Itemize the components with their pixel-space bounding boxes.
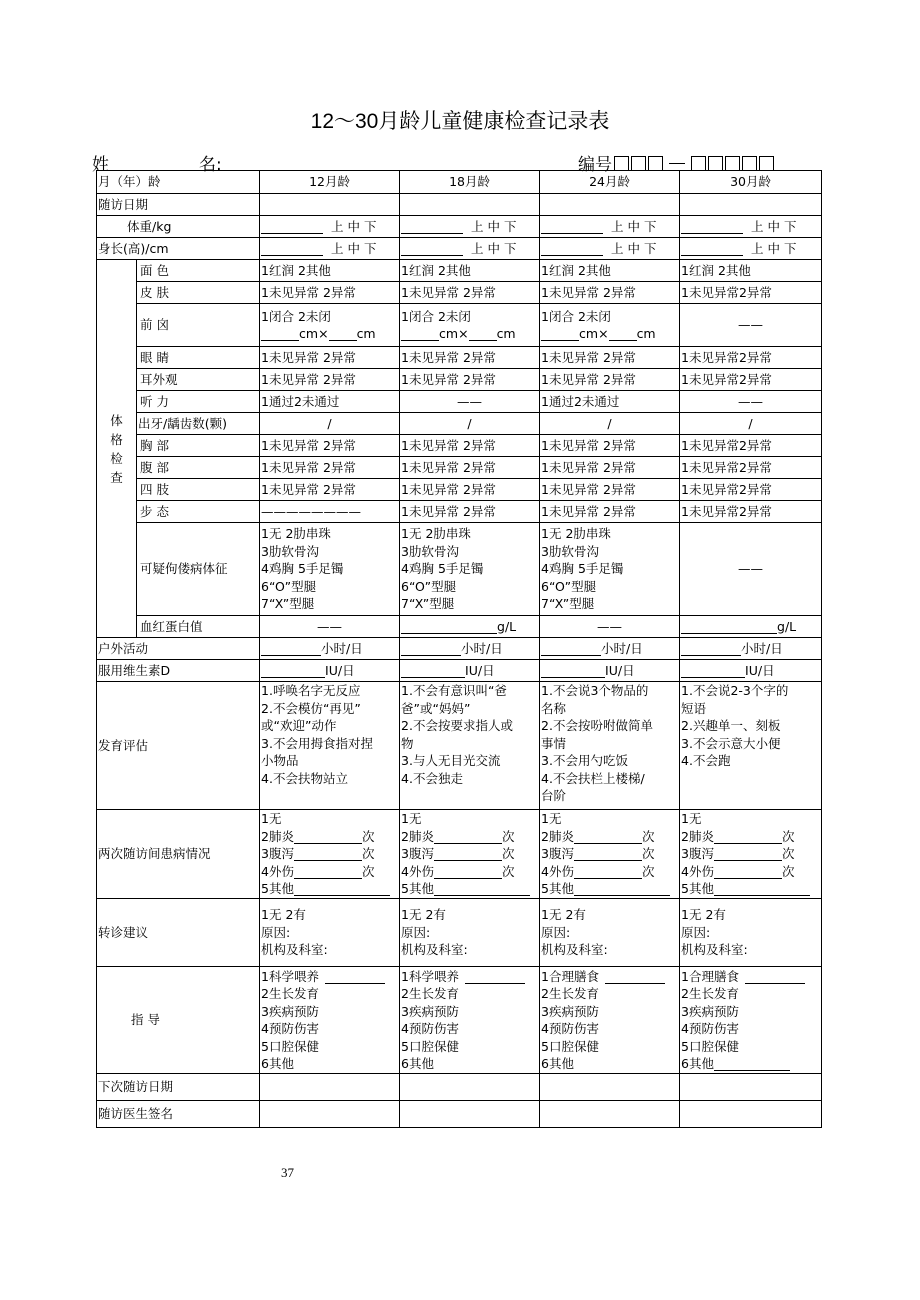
col-header-18: 18月龄 [400, 171, 540, 194]
illness-cell[interactable]: 1无 2肺炎 次 3腹泻 次 4外伤 次 5其他 [680, 810, 822, 899]
outdoor-cell[interactable]: 小时/日 [540, 638, 680, 660]
table-row [97, 391, 822, 413]
table-row [97, 660, 822, 682]
teeth-cell[interactable]: / [260, 413, 400, 435]
referral-cell[interactable]: 1无 2有 原因: 机构及科室: [540, 899, 680, 967]
gait-cell[interactable]: ———————— [260, 501, 400, 523]
hemoglobin-cell[interactable]: g/L [400, 616, 540, 638]
next-visit-label: 下次随访日期 [97, 1074, 260, 1101]
gait-cell[interactable]: 1未见异常 2异常 [400, 501, 540, 523]
table-row [97, 457, 822, 479]
referral-cell[interactable]: 1无 2有 原因: 机构及科室: [400, 899, 540, 967]
health-record-table [96, 170, 822, 1128]
vitd-cell[interactable]: IU/日 [680, 660, 822, 682]
visit-date-input[interactable] [260, 194, 400, 216]
level-text: 上 中 下 [751, 218, 797, 234]
fontanelle-cell[interactable]: 1闭合 2未闭 cm× cm [260, 304, 400, 347]
abdomen-cell[interactable]: 1未见异常2异常 [680, 457, 822, 479]
development-cell[interactable]: 1.不会有意识叫“爸 爸”或“妈妈” 2.不会按要求指人或 物 3.与人无目光交流 4.不会独走 [400, 682, 540, 810]
rickets-cell[interactable]: 1无 2肋串珠 3肋软骨沟 4鸡胸 5手足镯 6“O”型腿 7“X”型腿 [260, 523, 400, 616]
complexion-cell[interactable]: 1红润 2其他 [260, 260, 400, 282]
rickets-cell[interactable]: 1无 2肋串珠 3肋软骨沟 4鸡胸 5手足镯 6“O”型腿 7“X”型腿 [540, 523, 680, 616]
code-box[interactable] [631, 156, 646, 171]
chest-cell[interactable]: 1未见异常 2异常 [540, 435, 680, 457]
fontanelle-cell[interactable]: 1闭合 2未闭 cm× cm [540, 304, 680, 347]
development-cell[interactable]: 1.呼唤名字无反应 2.不会模仿“再见” 或“欢迎”动作 3.不会用拇食指对捏 小物品 4.不会扶物站立 [260, 682, 400, 810]
next-visit-input[interactable] [400, 1074, 540, 1101]
code-box[interactable] [708, 156, 723, 171]
doctor-signature-input[interactable] [400, 1101, 540, 1128]
gait-cell[interactable]: 1未见异常2异常 [680, 501, 822, 523]
height-input[interactable] [680, 238, 822, 260]
doctor-signature-label: 随访医生签名 [97, 1101, 260, 1128]
weight-label: 体重/kg [97, 216, 260, 238]
development-cell[interactable]: 1.不会说3个物品的 名称 2.不会按吩咐做简单 事情 3.不会用勺吃饭 4.不会扶栏上楼梯/ 台阶 [540, 682, 680, 810]
skin-label: 皮 肤 [137, 282, 260, 304]
outdoor-cell[interactable]: 小时/日 [680, 638, 822, 660]
col-header-30: 30月龄 [680, 171, 822, 194]
eyes-cell[interactable]: 1未见异常 2异常 [540, 347, 680, 369]
next-visit-input[interactable] [260, 1074, 400, 1101]
chest-cell[interactable]: 1未见异常 2异常 [260, 435, 400, 457]
teeth-cell[interactable]: / [400, 413, 540, 435]
complexion-cell[interactable]: 1红润 2其他 [400, 260, 540, 282]
name-label-part1: 姓 [92, 155, 109, 175]
skin-cell[interactable]: 1未见异常 2异常 [540, 282, 680, 304]
fontanelle-label: 前 囟 [137, 304, 260, 347]
level-text: 上 中 下 [331, 218, 377, 234]
vitd-cell[interactable]: IU/日 [400, 660, 540, 682]
level-text: 上 中 下 [751, 240, 797, 256]
illness-cell[interactable]: 1无 2肺炎 次 3腹泻 次 4外伤 次 5其他 [540, 810, 680, 899]
ears-cell[interactable]: 1未见异常 2异常 [260, 369, 400, 391]
level-text: 上 中 下 [611, 218, 657, 234]
skin-cell[interactable]: 1未见异常 2异常 [400, 282, 540, 304]
vitd-label: 服用维生素D [97, 660, 260, 682]
hearing-cell[interactable]: 1通过2未通过 [540, 391, 680, 413]
code-box[interactable] [614, 156, 629, 171]
table-row [97, 682, 822, 810]
illness-cell[interactable]: 1无 2肺炎 次 3腹泻 次 4外伤 次 5其他 [260, 810, 400, 899]
skin-cell[interactable]: 1未见异常 2异常 [260, 282, 400, 304]
complexion-label: 面 色 [137, 260, 260, 282]
weight-input[interactable] [260, 216, 400, 238]
abdomen-label: 腹 部 [137, 457, 260, 479]
teeth-cell[interactable]: / [540, 413, 680, 435]
table-row [97, 479, 822, 501]
doctor-signature-input[interactable] [540, 1101, 680, 1128]
outdoor-cell[interactable]: 小时/日 [260, 638, 400, 660]
code-box[interactable] [691, 156, 706, 171]
next-visit-input[interactable] [540, 1074, 680, 1101]
code-label: 编号 [578, 155, 612, 175]
row-header-cell: 月（年）龄 [97, 171, 260, 194]
outdoor-cell[interactable]: 小时/日 [400, 638, 540, 660]
limbs-cell[interactable]: 1未见异常 2异常 [400, 479, 540, 501]
hearing-cell[interactable]: 1通过2未通过 [260, 391, 400, 413]
level-text: 上 中 下 [471, 218, 517, 234]
level-text: 上 中 下 [331, 240, 377, 256]
table-row [97, 967, 822, 1074]
table-row [97, 1101, 822, 1128]
gait-cell[interactable]: 1未见异常 2异常 [540, 501, 680, 523]
doctor-signature-input[interactable] [260, 1101, 400, 1128]
weight-input[interactable] [680, 216, 822, 238]
hemoglobin-cell[interactable]: g/L [680, 616, 822, 638]
code-box[interactable] [742, 156, 757, 171]
weight-input[interactable] [400, 216, 540, 238]
col-header-12: 12月龄 [260, 171, 400, 194]
table-row [97, 413, 822, 435]
hearing-cell[interactable]: —— [400, 391, 540, 413]
chest-cell[interactable]: 1未见异常2异常 [680, 435, 822, 457]
limbs-label: 四 肢 [137, 479, 260, 501]
referral-cell[interactable]: 1无 2有 原因: 机构及科室: [260, 899, 400, 967]
eyes-label: 眼 睛 [137, 347, 260, 369]
code-box[interactable] [648, 156, 663, 171]
table-row [97, 216, 822, 238]
ears-cell[interactable]: 1未见异常 2异常 [400, 369, 540, 391]
table-row [97, 501, 822, 523]
height-input[interactable] [540, 238, 680, 260]
table-header-row [97, 171, 822, 194]
gait-label: 步 态 [137, 501, 260, 523]
code-separator [669, 163, 685, 164]
table-row [97, 304, 822, 347]
hemoglobin-cell[interactable]: —— [260, 616, 400, 638]
guidance-label: 指 导 [97, 967, 260, 1074]
guidance-cell[interactable]: 1科学喂养 2生长发育 3疾病预防 4预防伤害 5口腔保健 6其他 [400, 967, 540, 1074]
page-number: 37 [281, 1165, 294, 1180]
table-row [97, 638, 822, 660]
complexion-cell[interactable]: 1红润 2其他 [540, 260, 680, 282]
hemoglobin-label: 血红蛋白值 [137, 616, 260, 638]
ears-cell[interactable]: 1未见异常 2异常 [540, 369, 680, 391]
table-row [97, 238, 822, 260]
complexion-cell[interactable]: 1红润 2其他 [680, 260, 822, 282]
visit-date-input[interactable] [400, 194, 540, 216]
development-label: 发育评估 [97, 682, 260, 810]
rickets-cell[interactable]: —— [680, 523, 822, 616]
table-row [97, 369, 822, 391]
abdomen-cell[interactable]: 1未见异常 2异常 [260, 457, 400, 479]
limbs-cell[interactable]: 1未见异常 2异常 [540, 479, 680, 501]
limbs-cell[interactable]: 1未见异常2异常 [680, 479, 822, 501]
guidance-cell[interactable]: 1合理膳食 2生长发育 3疾病预防 4预防伤害 5口腔保健 6其他 [680, 967, 822, 1074]
abdomen-cell[interactable]: 1未见异常 2异常 [400, 457, 540, 479]
chest-label: 胸 部 [137, 435, 260, 457]
level-text: 上 中 下 [471, 240, 517, 256]
illness-label: 两次随访间患病情况 [97, 810, 260, 899]
development-cell[interactable]: 1.不会说2-3个字的 短语 2.兴趣单一、刻板 3.不会示意大小便 4.不会跑 [680, 682, 822, 810]
eyes-cell[interactable]: 1未见异常 2异常 [400, 347, 540, 369]
table-row [97, 616, 822, 638]
visit-date-input[interactable] [540, 194, 680, 216]
ears-label: 耳外观 [137, 369, 260, 391]
eyes-cell[interactable]: 1未见异常 2异常 [260, 347, 400, 369]
guidance-cell[interactable]: 1合理膳食 2生长发育 3疾病预防 4预防伤害 5口腔保健 6其他 [540, 967, 680, 1074]
table-row [97, 523, 822, 616]
table-row [97, 435, 822, 457]
vitd-cell[interactable]: IU/日 [260, 660, 400, 682]
table-row [97, 1074, 822, 1101]
rickets-cell[interactable]: 1无 2肋串珠 3肋软骨沟 4鸡胸 5手足镯 6“O”型腿 7“X”型腿 [400, 523, 540, 616]
referral-label: 转诊建议 [97, 899, 260, 967]
ears-cell[interactable]: 1未见异常2异常 [680, 369, 822, 391]
table-row [97, 282, 822, 304]
height-label: 身长(高)/cm [97, 238, 260, 260]
table-row [97, 194, 822, 216]
weight-input[interactable] [540, 216, 680, 238]
name-label-part2: 名: [199, 155, 222, 175]
table-row [97, 260, 822, 282]
table-row [97, 347, 822, 369]
teeth-cell[interactable]: / [680, 413, 822, 435]
hearing-label: 听 力 [137, 391, 260, 413]
code-box[interactable] [725, 156, 740, 171]
visit-date-input[interactable] [680, 194, 822, 216]
chest-cell[interactable]: 1未见异常 2异常 [400, 435, 540, 457]
referral-cell[interactable]: 1无 2有 原因: 机构及科室: [680, 899, 822, 967]
physical-exam-group-label: 体 格 检 查 [97, 260, 137, 638]
col-header-24: 24月龄 [540, 171, 680, 194]
limbs-cell[interactable]: 1未见异常 2异常 [260, 479, 400, 501]
guidance-cell[interactable]: 1科学喂养 2生长发育 3疾病预防 4预防伤害 5口腔保健 6其他 [260, 967, 400, 1074]
page-title: 12～30月龄儿童健康检查记录表 [310, 110, 610, 133]
fontanelle-cell[interactable]: 1闭合 2未闭 cm× cm [400, 304, 540, 347]
height-input[interactable] [400, 238, 540, 260]
vitd-cell[interactable]: IU/日 [540, 660, 680, 682]
hearing-cell[interactable]: —— [680, 391, 822, 413]
teeth-label: 出牙/龋齿数(颗) [137, 413, 260, 435]
skin-cell[interactable]: 1未见异常2异常 [680, 282, 822, 304]
outdoor-label: 户外活动 [97, 638, 260, 660]
visit-date-label: 随访日期 [97, 194, 260, 216]
next-visit-input[interactable] [680, 1074, 822, 1101]
height-input[interactable] [260, 238, 400, 260]
eyes-cell[interactable]: 1未见异常2异常 [680, 347, 822, 369]
abdomen-cell[interactable]: 1未见异常 2异常 [540, 457, 680, 479]
level-text: 上 中 下 [611, 240, 657, 256]
doctor-signature-input[interactable] [680, 1101, 822, 1128]
rickets-label: 可疑佝偻病体征 [137, 523, 260, 616]
code-box[interactable] [759, 156, 774, 171]
illness-cell[interactable]: 1无 2肺炎 次 3腹泻 次 4外伤 次 5其他 [400, 810, 540, 899]
table-row [97, 810, 822, 899]
hemoglobin-cell[interactable]: —— [540, 616, 680, 638]
table-row [97, 899, 822, 967]
fontanelle-cell[interactable]: —— [680, 304, 822, 347]
